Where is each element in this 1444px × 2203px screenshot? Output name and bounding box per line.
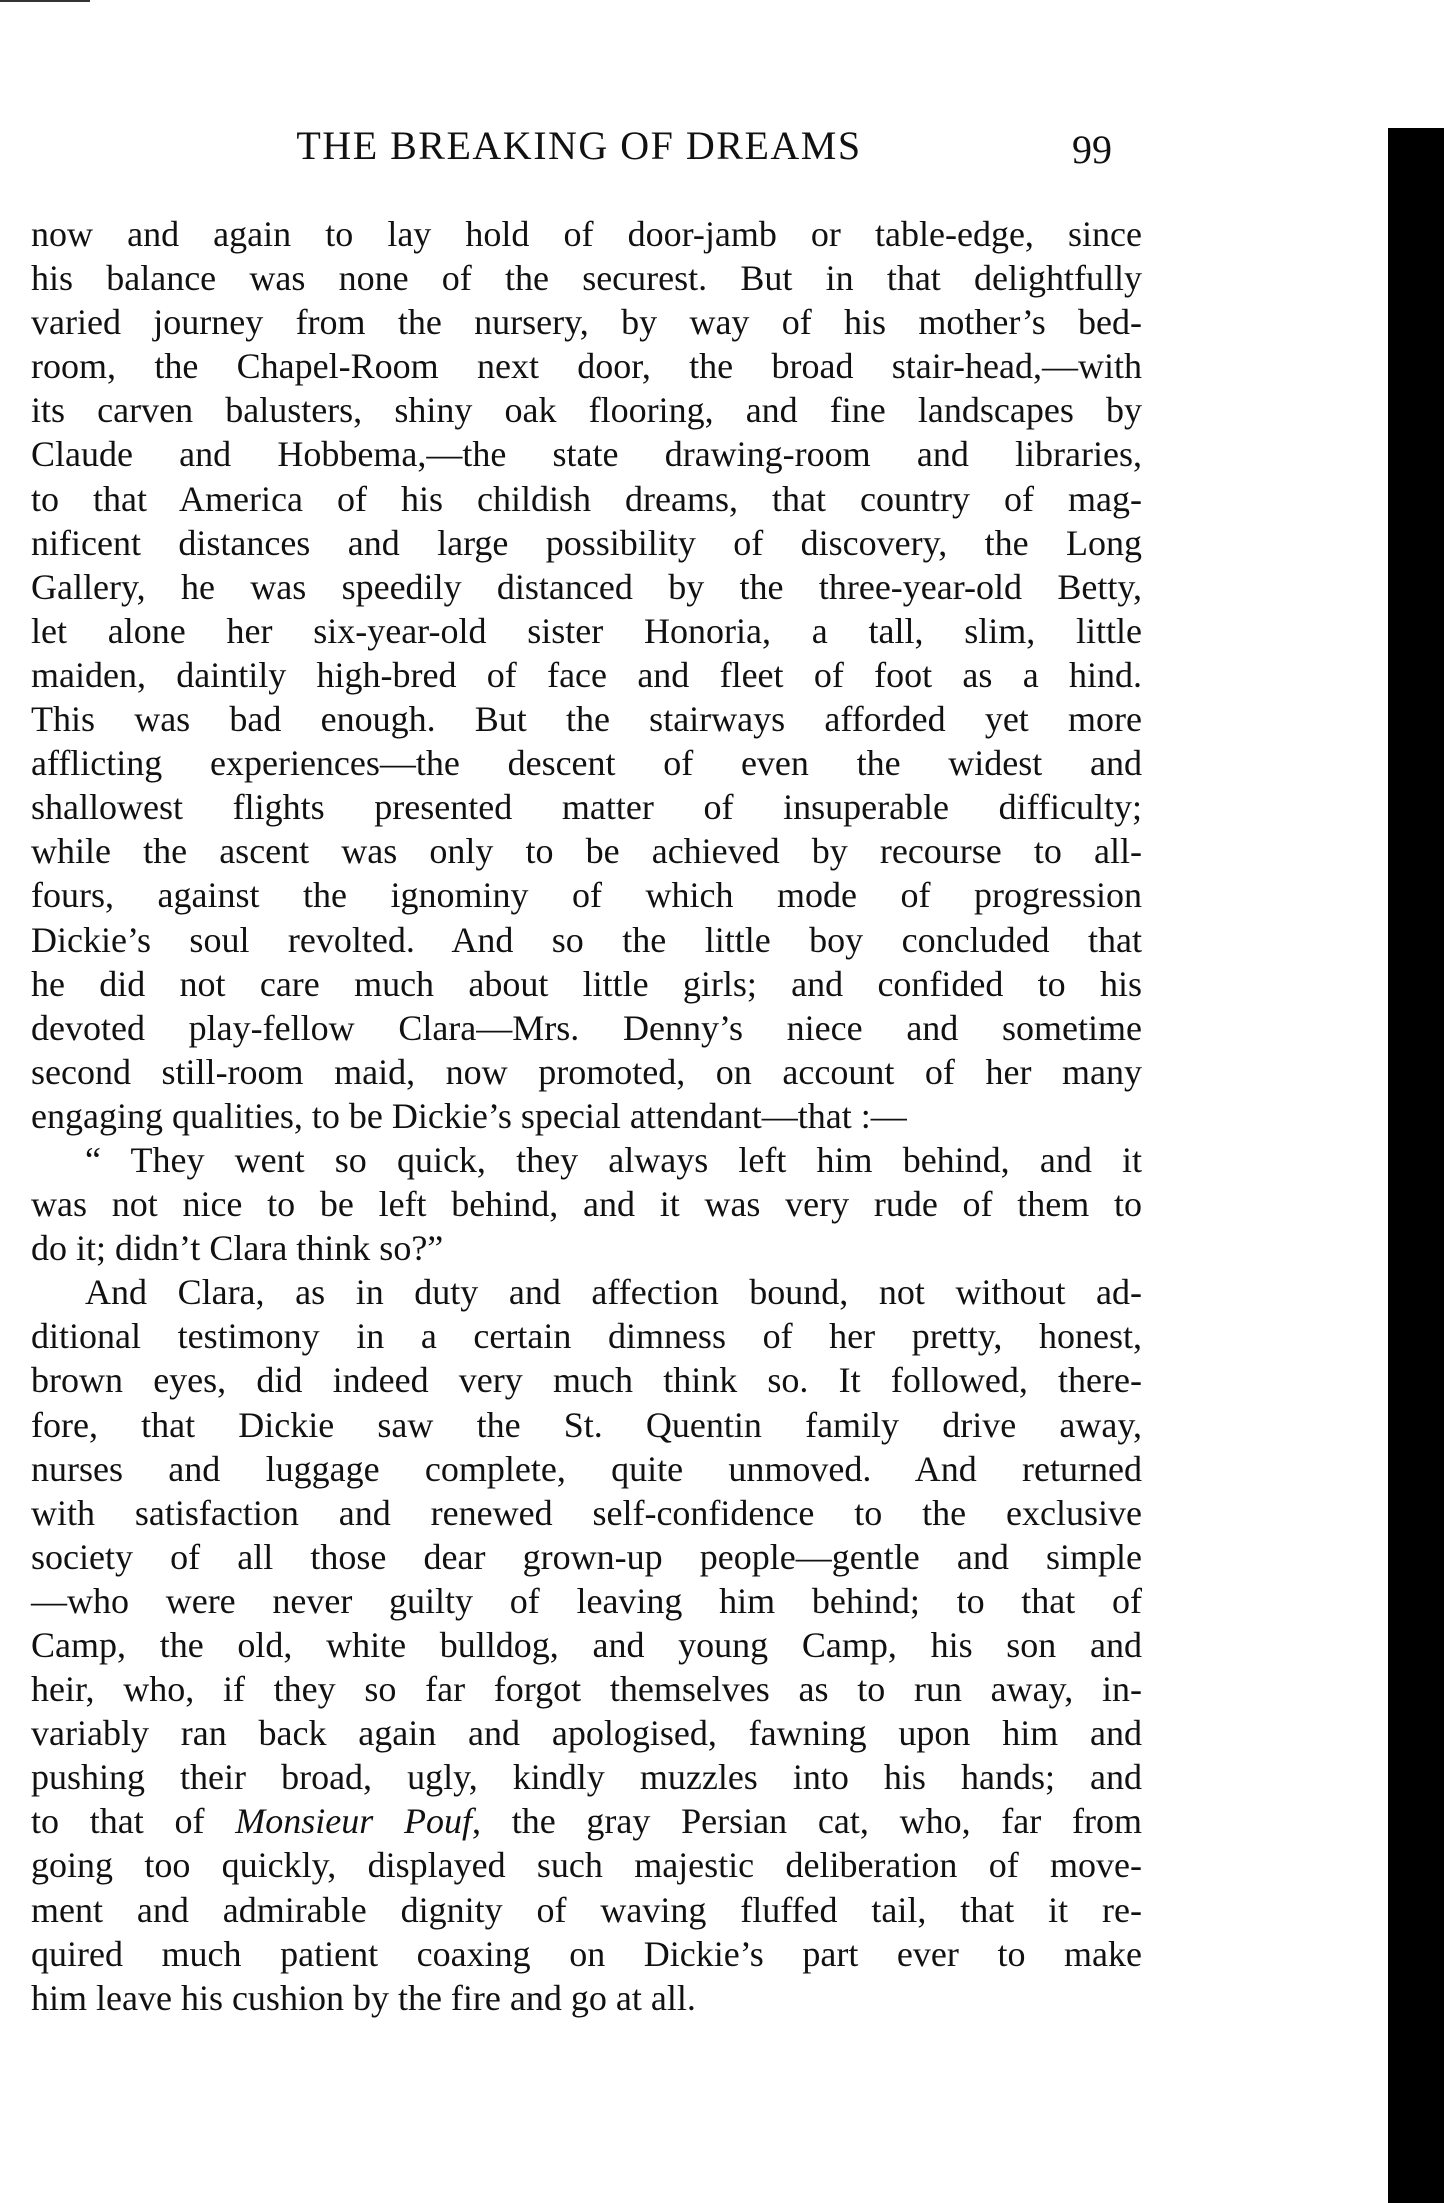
text-line: let alone her six-year-old sister Honoria, a tall, slim, little [31, 610, 1142, 651]
italic-name: Monsieur Pouf [235, 1801, 472, 1842]
running-head [0, 122, 1444, 182]
text-line: with satisfaction and renewed self-confidence to the exclusive [31, 1492, 1142, 1533]
text-line: going too quickly, displayed such majestic deliberation of move- [31, 1845, 1142, 1886]
text-line: ment and admirable dignity of waving fluffed tail, that it re- [31, 1889, 1142, 1930]
text-line: to that America of his childish dreams, that country of mag- [31, 478, 1142, 519]
scan-artifact-rule [0, 0, 90, 2]
text-line: society of all those dear grown-up people—gentle and simple [31, 1536, 1142, 1577]
page-number: 99 [1072, 127, 1112, 172]
text-line: brown eyes, did indeed very much think so. It followed, there- [31, 1360, 1142, 1401]
text-line: “ They went so quick, they always left him behind, and it [85, 1139, 1142, 1180]
text-line: quired much patient coaxing on Dickie’s part ever to make [31, 1933, 1142, 1974]
text-line: This was bad enough. But the stairways afforded yet more [31, 699, 1142, 740]
text-line: And Clara, as in duty and affection bound, not without ad- [85, 1272, 1142, 1313]
text-segment: , the gray Persian cat, who, far from [471, 1801, 1142, 1842]
text-line: room, the Chapel-Room next door, the broad stair-head,—with [31, 346, 1142, 387]
text-line: Dickie’s soul revolted. And so the little boy concluded that [31, 919, 1142, 960]
text-line: Camp, the old, white bulldog, and young Camp, his son and [31, 1625, 1142, 1665]
text-line: heir, who, if they so far forgot themselves as to run away, in- [31, 1669, 1142, 1710]
text-line: do it; didn’t Clara think so?” [31, 1228, 444, 1269]
text-line: pushing their broad, ugly, kindly muzzles into his hands; and [31, 1757, 1142, 1798]
text-line: variably ran back again and apologised, fawning upon him and [31, 1713, 1142, 1754]
text-line: his balance was none of the securest. But in that delightfully [31, 258, 1142, 299]
text-line: —who were never guilty of leaving him behind; to that of [31, 1580, 1142, 1621]
text-line: nificent distances and large possibility of discovery, the Long [31, 522, 1142, 563]
text-line: maiden, daintily high-bred of face and fleet of foot as a hind. [31, 654, 1142, 695]
text-line: its carven balusters, shiny oak flooring, and fine landscapes by [31, 390, 1142, 431]
text-line: engaging qualities, to be Dickie’s special attendant—that :— [31, 1095, 907, 1136]
text-line: now and again to lay hold of door-jamb or table-edge, since [31, 214, 1142, 254]
text-line: him leave his cushion by the fire and go at all. [31, 1977, 696, 2018]
text-line: second still-room maid, now promoted, on account of her many [31, 1051, 1142, 1092]
running-head-title: THE BREAKING OF DREAMS [296, 123, 862, 168]
text-line: Gallery, he was speedily distanced by the three-year-old Betty, [31, 566, 1142, 607]
text-line: while the ascent was only to be achieved by recourse to all- [31, 831, 1142, 872]
text-line: varied journey from the nursery, by way of his mother’s bed- [31, 302, 1142, 343]
text-segment: to that of [31, 1801, 236, 1842]
text-line: fours, against the ignominy of which mode of progression [31, 875, 1142, 916]
text-line: afflicting experiences—the descent of even the widest and [31, 743, 1142, 784]
text-line: devoted play-fellow Clara—Mrs. Denny’s niece and sometime [31, 1007, 1142, 1048]
body-text [31, 212, 1142, 2020]
text-line: shallowest flights presented matter of insuperable difficulty; [31, 787, 1142, 828]
text-line: fore, that Dickie saw the St. Quentin family drive away, [31, 1404, 1142, 1445]
text-line: was not nice to be left behind, and it was very rude of them to [31, 1184, 1142, 1225]
scan-edge-shadow [1388, 128, 1444, 2203]
text-line [31, 1799, 1142, 1843]
text-line: Claude and Hobbema,—the state drawing-room and libraries, [31, 434, 1142, 475]
text-line: nurses and luggage complete, quite unmoved. And returned [31, 1448, 1142, 1489]
text-line: ditional testimony in a certain dimness of her pretty, honest, [31, 1316, 1142, 1357]
text-line: he did not care much about little girls; and confided to his [31, 963, 1142, 1004]
